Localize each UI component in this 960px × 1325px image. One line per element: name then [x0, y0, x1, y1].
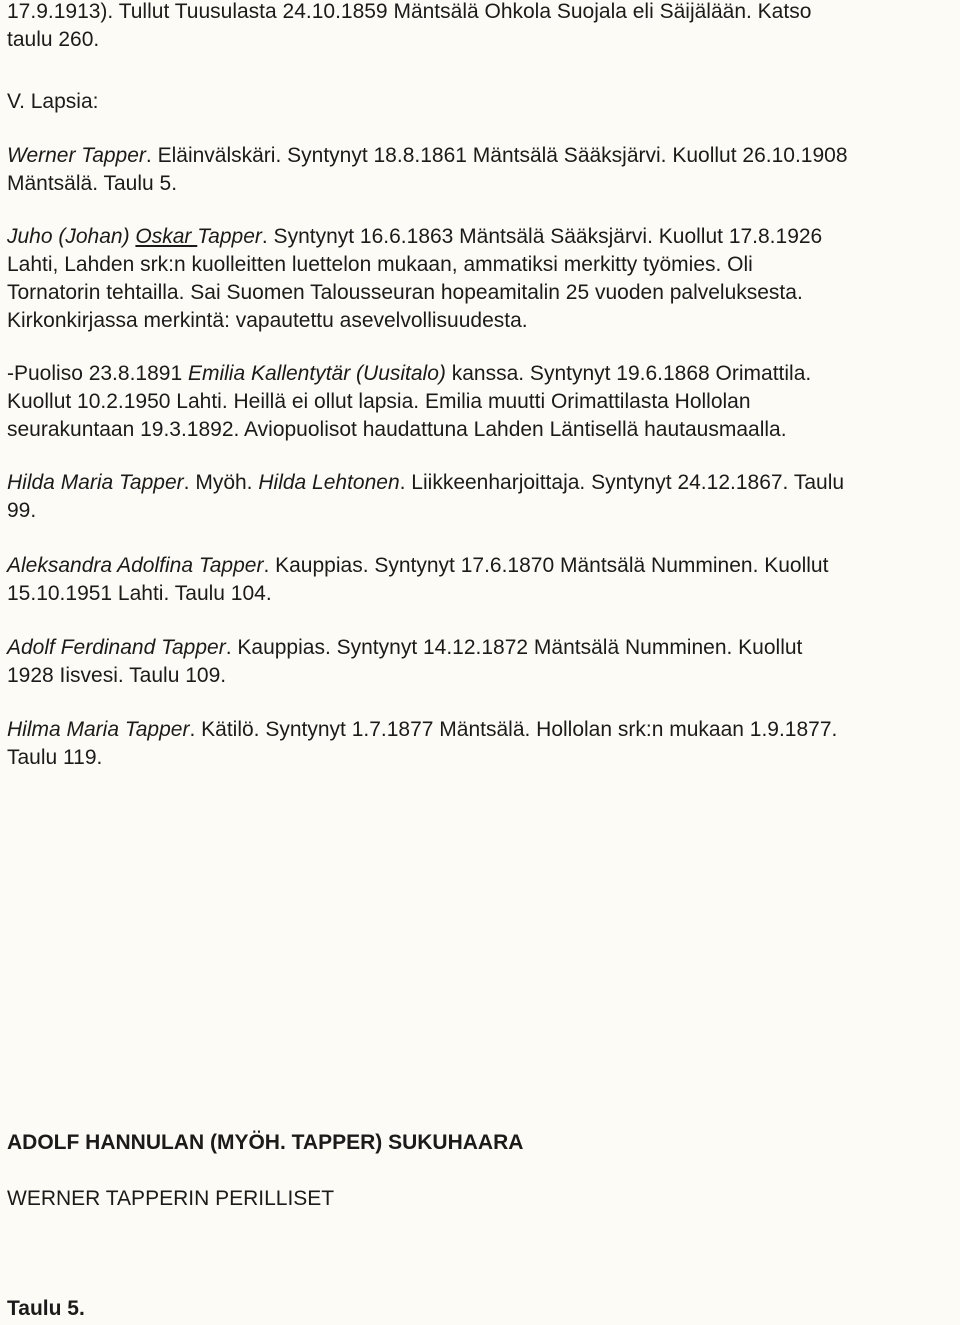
- juho-line-4: Kirkonkirjassa merkintä: vapautettu asevelvollisuudesta.: [7, 309, 528, 332]
- aleksandra-name: Aleksandra Adolfina Tapper: [7, 554, 264, 577]
- hilda-married-name: Hilda Lehtonen: [258, 471, 400, 494]
- children-heading: V. Lapsia:: [7, 90, 99, 113]
- juho-line-3: Tornatorin tehtailla. Sai Suomen Talousseuran hopeamitalin 25 vuoden palveluksesta.: [7, 281, 803, 304]
- juho-name-underlined: Oskar: [135, 225, 198, 248]
- juho-line-2: Lahti, Lahden srk:n kuolleitten luettelon mukaan, ammatiksi merkitty työmies. Oli: [7, 253, 753, 276]
- entry-hilda: [7, 469, 953, 525]
- aleksandra-line-1: . Kauppias. Syntynyt 17.6.1870 Mäntsälä Numminen. Kuollut: [263, 554, 829, 577]
- adolf-name: Adolf Ferdinand Tapper: [7, 636, 226, 659]
- hilda-line-1: . Liikkeenharjoittaja. Syntynyt 24.12.1867. Taulu: [399, 471, 845, 494]
- entry-werner: [7, 142, 953, 198]
- section-heading: ADOLF HANNULAN (MYÖH. TAPPER) SUKUHAARA: [7, 1131, 524, 1154]
- paragraph-intro: [7, 0, 953, 54]
- werner-line-1: . Eläinvälskäri. Syntynyt 18.8.1861 Mäntsälä Sääksjärvi. Kuollut 26.10.1908: [145, 144, 848, 167]
- juho-line-1: . Syntynyt 16.6.1863 Mäntsälä Sääksjärvi. Kuollut 17.8.1926: [261, 225, 823, 248]
- hilda-mid: . Myöh.: [183, 471, 259, 494]
- intro-line-1: 17.9.1913). Tullut Tuusulasta 24.10.1859 Mäntsälä Ohkola Suojala eli Säijälään. Katso: [7, 0, 812, 23]
- juho-name-last: Tapper: [197, 225, 262, 248]
- section-subheading: WERNER TAPPERIN PERILLISET: [7, 1187, 335, 1210]
- entry-juho: [7, 223, 953, 335]
- spouse-prefix: -Puoliso 23.8.1891: [7, 362, 188, 385]
- spouse-line-1: kanssa. Syntynyt 19.6.1868 Orimattila.: [445, 362, 812, 385]
- entry-aleksandra: [7, 552, 953, 608]
- hilda-name: Hilda Maria Tapper: [7, 471, 184, 494]
- werner-line-2: Mäntsälä. Taulu 5.: [7, 172, 178, 195]
- spouse-line-2: Kuollut 10.2.1950 Lahti. Heillä ei ollut lapsia. Emilia muutti Orimattilasta Hollolan: [7, 390, 751, 413]
- hilda-line-2: 99.: [7, 499, 37, 522]
- spouse-name: Emilia Kallentytär (Uusitalo): [187, 362, 446, 385]
- intro-line-2: taulu 260.: [7, 28, 100, 51]
- hilma-line-1: . Kätilö. Syntynyt 1.7.1877 Mäntsälä. Hollolan srk:n mukaan 1.9.1877.: [189, 718, 838, 741]
- spouse-line-3: seurakuntaan 19.3.1892. Aviopuolisot haudattuna Lahden Läntisellä hautausmaalla.: [7, 418, 787, 441]
- aleksandra-line-2: 15.10.1951 Lahti. Taulu 104.: [7, 582, 272, 605]
- hilma-name: Hilma Maria Tapper: [7, 718, 190, 741]
- werner-name: Werner Tapper: [7, 144, 146, 167]
- entry-hilma: [7, 716, 953, 772]
- adolf-line-1: . Kauppias. Syntynyt 14.12.1872 Mäntsälä Numminen. Kuollut: [225, 636, 803, 659]
- entry-adolf: [7, 634, 953, 690]
- table-heading: Taulu 5.: [7, 1297, 85, 1320]
- adolf-line-2: 1928 Iisvesi. Taulu 109.: [7, 664, 227, 687]
- entry-spouse: [7, 360, 953, 444]
- hilma-line-2: Taulu 119.: [7, 746, 103, 769]
- juho-name-first: Juho (Johan): [7, 225, 136, 248]
